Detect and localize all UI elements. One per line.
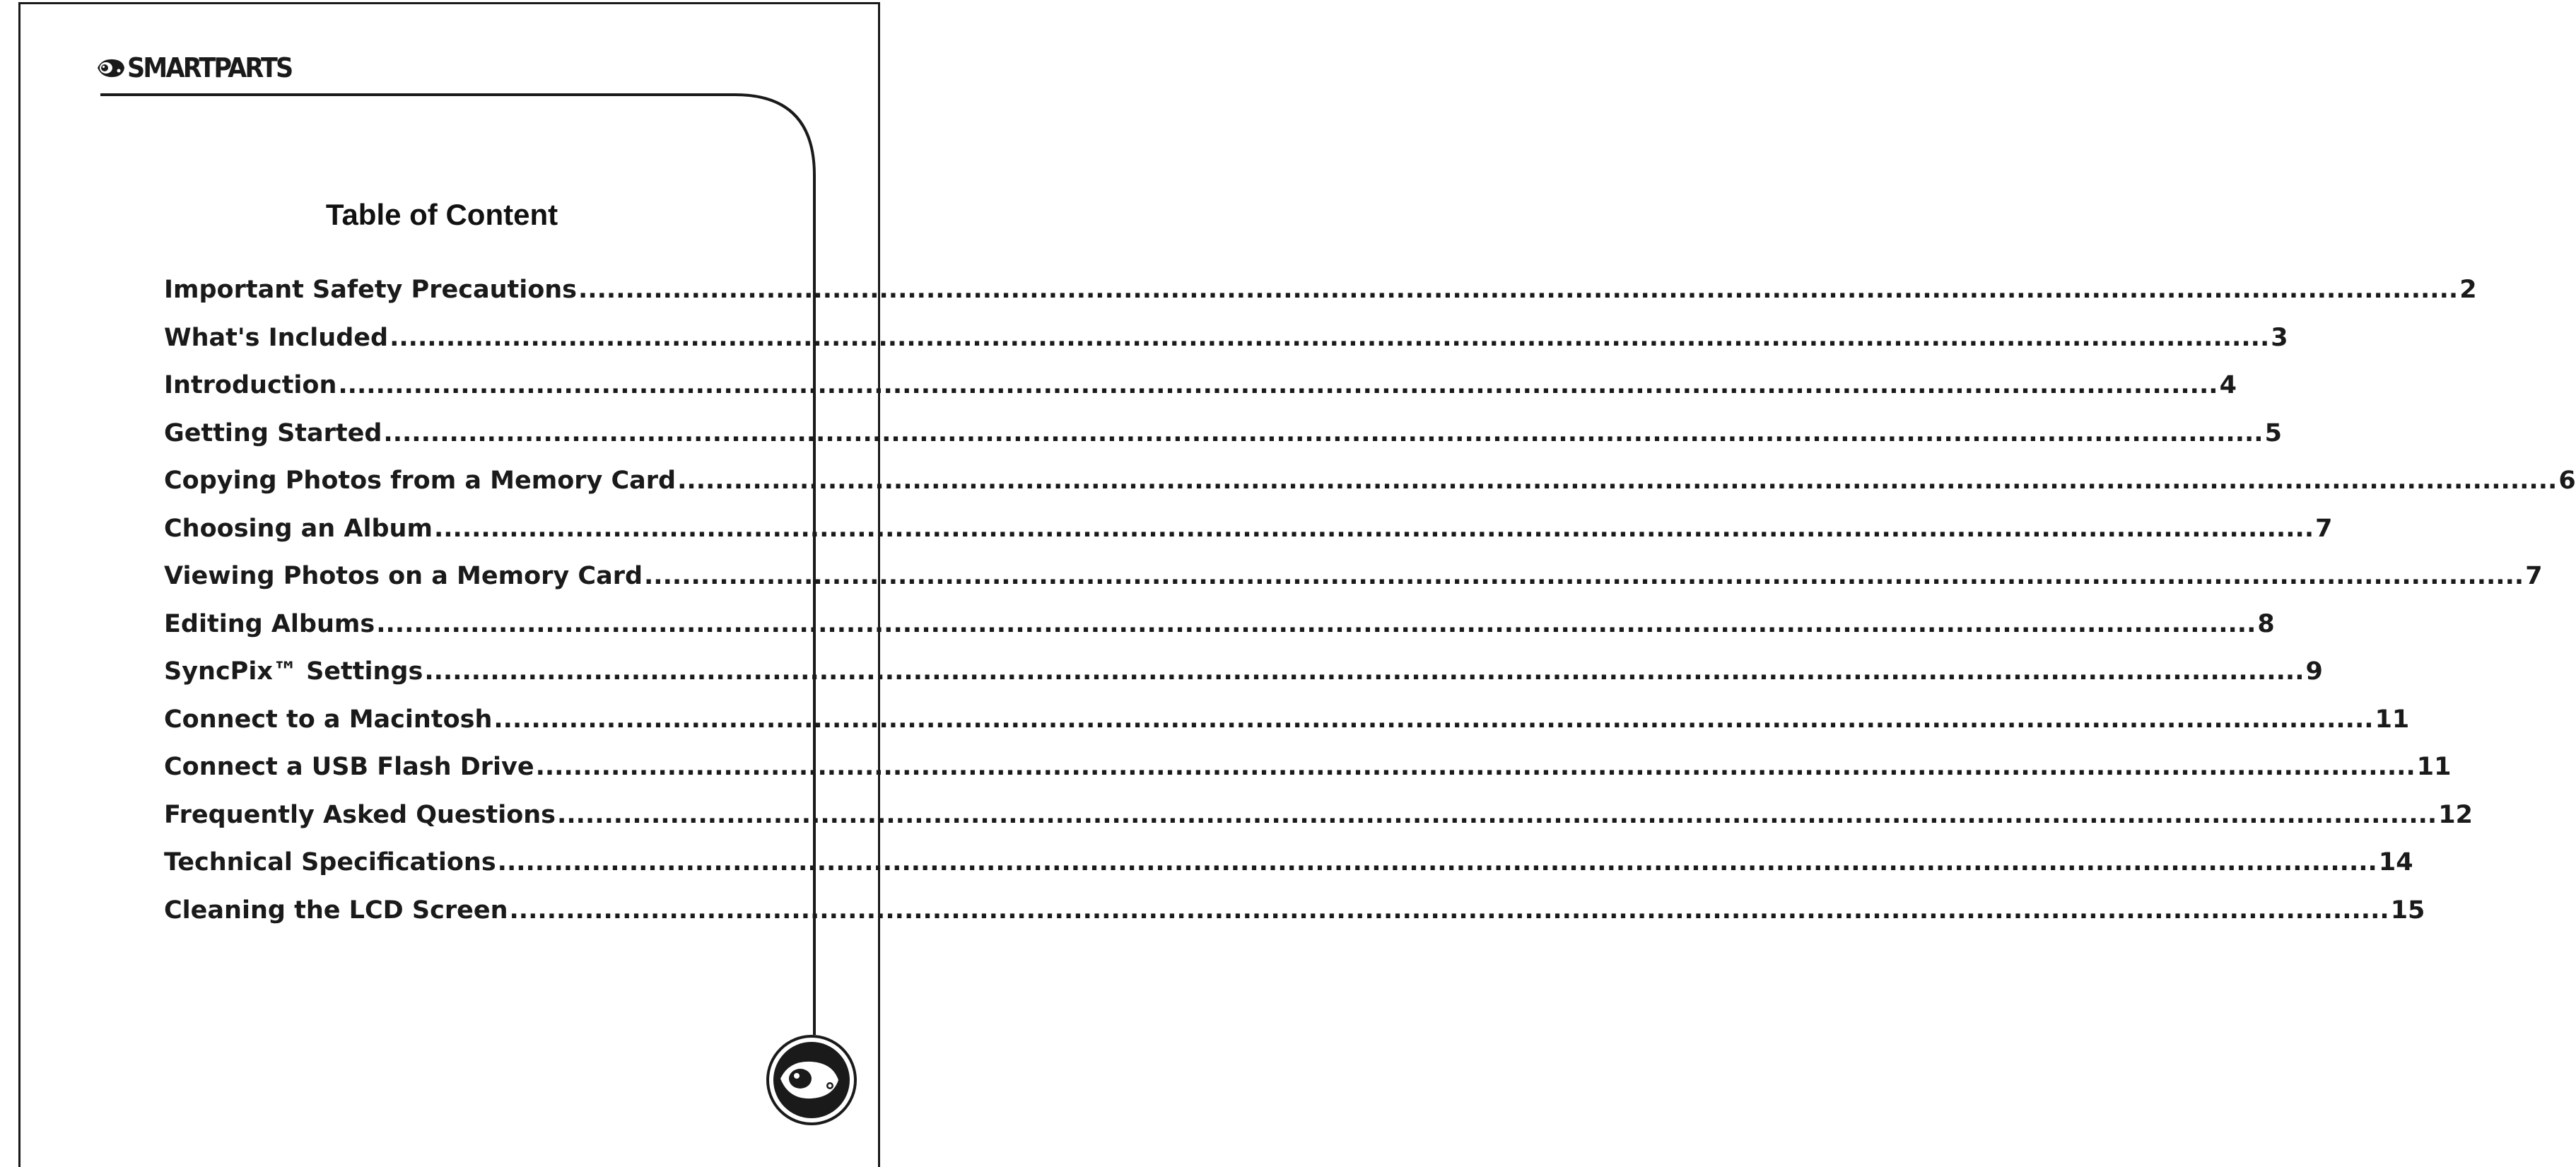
toc-dot-leader: ........................................................................................................................................................................................................ xyxy=(383,418,2264,447)
toc-entry[interactable] xyxy=(164,371,2237,419)
toc-entry-page: 2 xyxy=(2459,276,2477,304)
toc-entry-page: 7 xyxy=(2315,514,2333,543)
smartparts-badge-icon xyxy=(765,1033,858,1127)
toc-dot-leader: ........................................................................................................................................................................................................ xyxy=(535,753,2416,781)
brand-logo xyxy=(95,52,306,83)
toc-entry[interactable] xyxy=(164,323,2288,372)
toc-entry[interactable] xyxy=(164,467,2576,515)
toc-entry-label: Editing Albums xyxy=(164,609,375,638)
toc-dot-leader: ........................................................................................................................................................................................................ xyxy=(493,705,2374,734)
toc-entry-label: Getting Started xyxy=(164,418,382,447)
brand-name: SMARTPARTS xyxy=(127,52,292,83)
page-title: Table of Content xyxy=(325,198,558,231)
toc-entry-page: 12 xyxy=(2438,800,2473,829)
toc-entry-label: Connect to a Macintosh xyxy=(164,705,493,734)
toc-dot-leader: ........................................................................................................................................................................................................ xyxy=(677,467,2558,495)
toc-entry-page: 7 xyxy=(2525,562,2543,590)
toc-entry-label: Introduction xyxy=(164,371,337,399)
toc-entry[interactable] xyxy=(164,705,2410,753)
toc-entry-page: 5 xyxy=(2264,418,2282,447)
toc-entry[interactable] xyxy=(164,848,2413,896)
toc-entry-page: 9 xyxy=(2305,657,2323,686)
toc-entry-label: Copying Photos from a Memory Card xyxy=(164,467,677,495)
toc-entry-page: 11 xyxy=(2375,705,2410,734)
toc-entry-page: 4 xyxy=(2219,371,2237,399)
toc-entry[interactable] xyxy=(164,753,2452,801)
toc-entry[interactable] xyxy=(164,896,2425,944)
toc-entry-page: 15 xyxy=(2390,896,2425,925)
table-of-contents xyxy=(164,276,2576,944)
toc-dot-leader: ........................................................................................................................................................................................................ xyxy=(557,800,2437,829)
toc-entry-page: 14 xyxy=(2378,848,2413,876)
toc-entry-page: 8 xyxy=(2257,609,2275,638)
toc-entry-label: Viewing Photos on a Memory Card xyxy=(164,562,643,590)
toc-entry-page: 6 xyxy=(2558,467,2576,495)
toc-entry[interactable] xyxy=(164,276,2477,324)
toc-entry[interactable] xyxy=(164,418,2282,467)
toc-dot-leader: ........................................................................................................................................................................................................ xyxy=(578,276,2459,304)
toc-entry[interactable] xyxy=(164,609,2275,658)
toc-entry[interactable] xyxy=(164,562,2543,610)
toc-dot-leader: ........................................................................................................................................................................................................ xyxy=(390,323,2270,352)
toc-entry[interactable] xyxy=(164,657,2323,705)
toc-entry-label: Important Safety Precautions xyxy=(164,276,578,304)
toc-entry-label: Technical Specifications xyxy=(164,848,496,876)
smartparts-eye-icon xyxy=(95,55,126,81)
toc-dot-leader: ........................................................................................................................................................................................................ xyxy=(376,609,2256,638)
toc-entry-page: 3 xyxy=(2271,323,2288,352)
toc-entry-label: Cleaning the LCD Screen xyxy=(164,896,508,925)
toc-entry-page: 11 xyxy=(2416,753,2452,781)
toc-entry[interactable] xyxy=(164,514,2333,563)
toc-entry-label: Connect a USB Flash Drive xyxy=(164,753,534,781)
toc-dot-leader: ........................................................................................................................................................................................................ xyxy=(509,896,2389,925)
toc-entry-label: What's Included xyxy=(164,323,389,352)
toc-dot-leader: ........................................................................................................................................................................................................ xyxy=(433,514,2314,543)
toc-dot-leader: ........................................................................................................................................................................................................ xyxy=(338,371,2218,399)
toc-entry[interactable] xyxy=(164,800,2473,849)
toc-entry-label: SyncPix™ Settings xyxy=(164,657,423,686)
toc-entry-label: Choosing an Album xyxy=(164,514,433,543)
toc-dot-leader: ........................................................................................................................................................................................................ xyxy=(497,848,2377,876)
toc-entry-label: Frequently Asked Questions xyxy=(164,800,556,829)
toc-dot-leader: ........................................................................................................................................................................................................ xyxy=(644,562,2524,590)
toc-dot-leader: ........................................................................................................................................................................................................ xyxy=(424,657,2305,686)
